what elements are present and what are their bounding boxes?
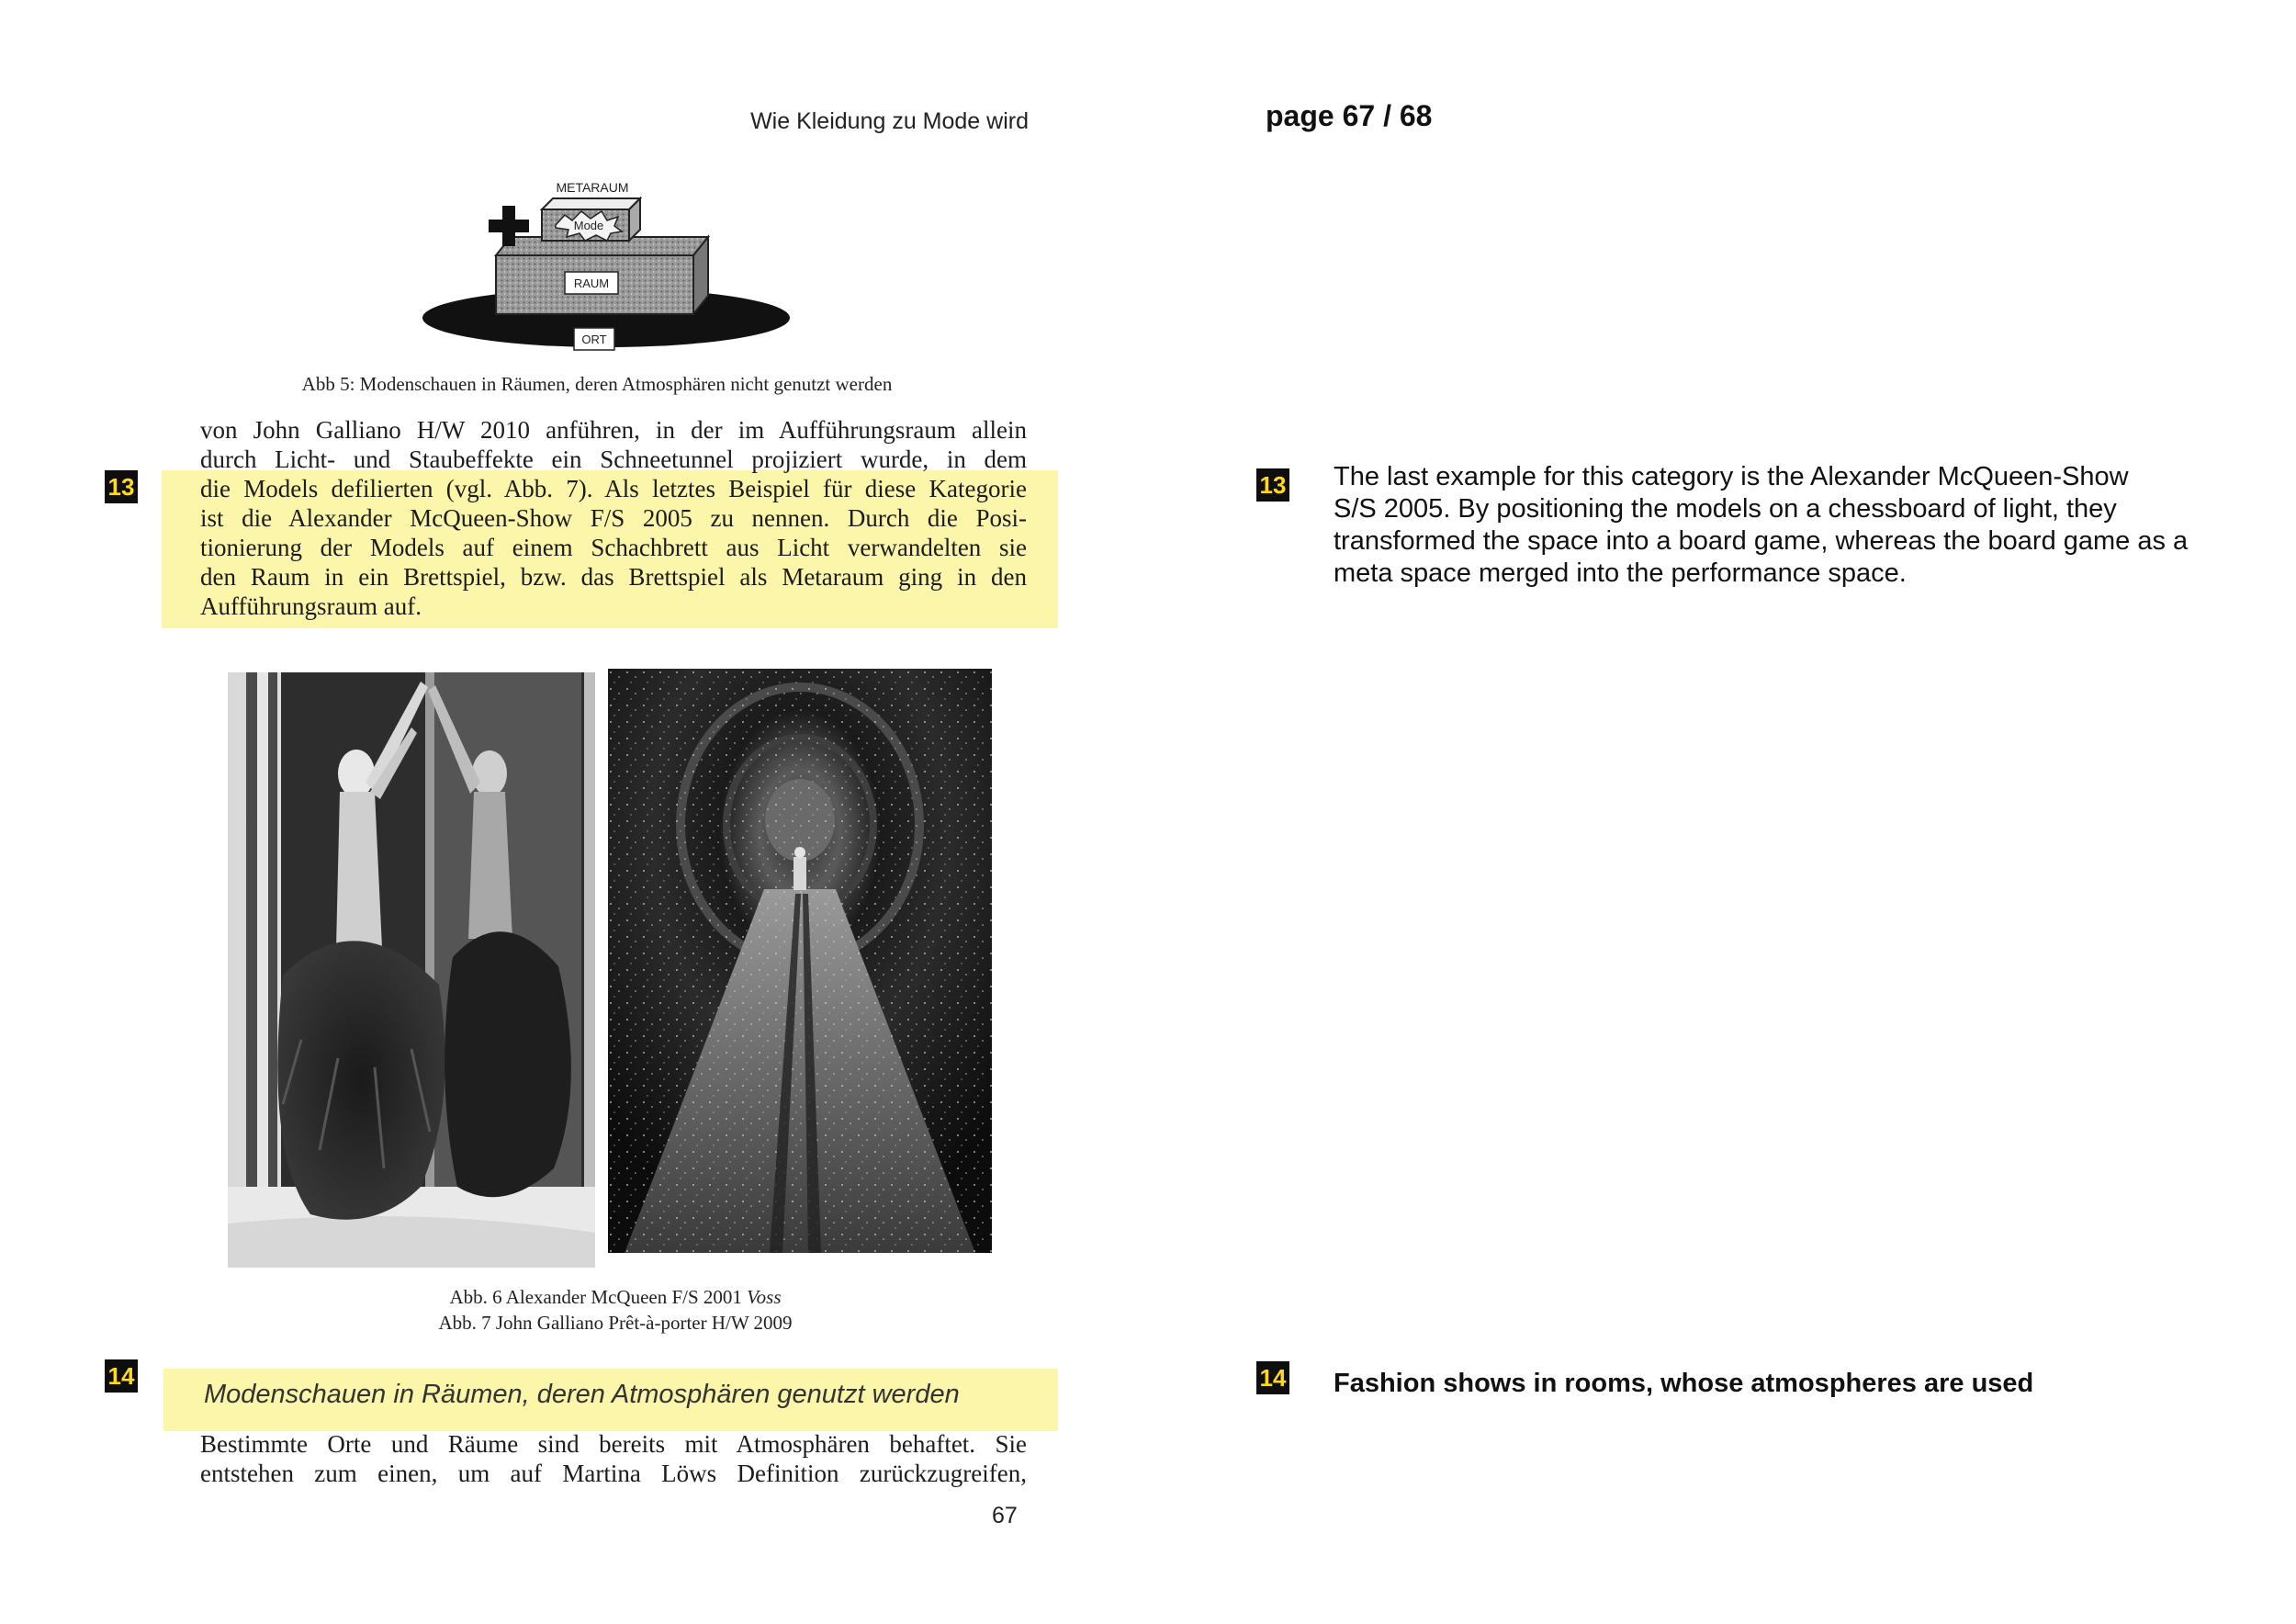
metaraum-block-top [542, 198, 640, 209]
space-diagram [418, 175, 804, 367]
closing-paragraph [200, 1429, 1027, 1488]
photo-galliano-tunnel [608, 669, 992, 1253]
raum-label: RAUM [573, 276, 610, 290]
ort-label: ORT [581, 333, 607, 346]
figure-caption-6-text: Abb. 6 Alexander McQueen F/S 2001 [449, 1286, 748, 1308]
translation-line: transformed the space into a board game, whereas the board game as a [1334, 526, 2189, 556]
section-subheading: Modenschauen in Räumen, deren Atmosphären genutzt werden [204, 1380, 960, 1409]
translation-line: The last example for this category is the Alexander McQueen-Show [1334, 462, 2129, 491]
paragraph-line: ist die Alexander McQueen-Show F/S 2005 zu nennen. Durch die Posi- [200, 504, 1027, 532]
page-indicator: page 67 / 68 [1266, 99, 1433, 132]
photo-mcqueen-voss [228, 672, 595, 1268]
metaraum-label: METARAUM [556, 180, 629, 195]
paragraph-line: Aufführungsraum auf. [200, 592, 422, 620]
marker-13: 13 [105, 470, 138, 503]
marker-13-right: 13 [1256, 468, 1289, 502]
paragraph-line: den Raum in ein Brettspiel, bzw. das Brettspiel als Metaraum ging in den [200, 563, 1027, 591]
main-paragraph [200, 415, 1027, 621]
figure-caption-6-italic: Voss [747, 1286, 782, 1308]
figure-captions [367, 1284, 863, 1336]
paragraph-line: die Models defilierten (vgl. Abb. 7). Als letztes Beispiel für diese Kategorie [200, 475, 1027, 502]
marker-14-right: 14 [1256, 1361, 1289, 1394]
figure-caption-6 [367, 1284, 863, 1310]
figure-caption-7: Abb. 7 John Galliano Prêt-à-porter H/W 2009 [438, 1312, 793, 1334]
diagram-caption: Abb 5: Modenschauen in Räumen, deren Atmosphären nicht genutzt werden [301, 373, 893, 395]
page-number: 67 [992, 1503, 1018, 1528]
marker-14: 14 [105, 1359, 138, 1393]
running-head: Wie Kleidung zu Mode wird [750, 108, 1029, 134]
translation-13 [1334, 461, 2252, 590]
plus-icon-h [489, 220, 529, 232]
translation-14: Fashion shows in rooms, whose atmospheres are used [1334, 1369, 2034, 1398]
paragraph-line: tionierung der Models auf einem Schachbrett aus Licht verwandelten sie [200, 534, 1027, 561]
mode-label: Mode [573, 219, 604, 232]
paragraph-line: durch Licht- und Staubeffekte ein Schneetunnel projiziert wurde, in dem [200, 445, 1027, 473]
paragraph-line: von John Galliano H/W 2010 anführen, in der im Aufführungsraum allein [200, 416, 1027, 444]
paragraph-line: entstehen zum einen, um auf Martina Löws Definition zurückzugreifen, [200, 1460, 1027, 1487]
paragraph-line: Bestimmte Orte und Räume sind bereits mit Atmosphären behaftet. Sie [200, 1430, 1027, 1458]
translation-line: meta space merged into the performance space. [1334, 558, 1907, 588]
translation-line: S/S 2005. By positioning the models on a chessboard of light, they [1334, 494, 2117, 524]
